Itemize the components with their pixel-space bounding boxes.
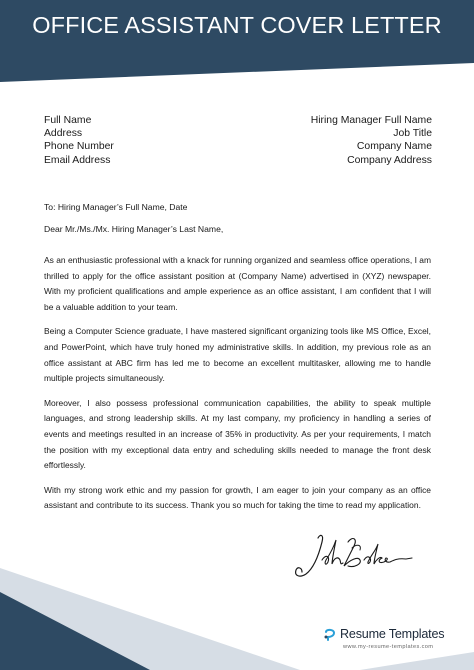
resume-templates-logo: [323, 626, 444, 642]
body-paragraph-4: With my strong work ethic and my passion for growth, I am eager to join your company as an office assistant and contribute to its success. Thank you so much for taking the time to read my application.: [44, 484, 431, 511]
recipient-title: Job Title: [393, 128, 432, 140]
logo-url: www.my-resume-templates.com: [343, 644, 434, 650]
sender-phone: Phone Number: [44, 141, 114, 153]
sender-name: Full Name: [44, 115, 92, 126]
recipient-company-address: Company Address: [347, 154, 432, 166]
sender-address: Address: [44, 128, 83, 140]
sender-block: [44, 114, 114, 167]
logo-text: Resume Templates: [340, 627, 445, 641]
letter-body: [44, 253, 431, 523]
page-title: OFFICE ASSISTANT COVER LETTER: [32, 12, 442, 38]
recipient-block: [311, 114, 432, 167]
salutation: Dear Mr./Ms./Mx. Hiring Manager’s Last Name,: [44, 224, 224, 234]
sender-email: Email Address: [44, 154, 111, 166]
body-paragraph-2: Being a Computer Science graduate, I have mastered significant organizing tools like MS Office, Excel, and PowerPoint, which have truly honed my administrative skills. In addition, my previous role as an office assistant at ABC firm has led me to become an excellent multitasker, allowing me to handle multiple projects simultaneously.: [44, 326, 431, 384]
footer-decoration: [0, 540, 474, 670]
recipient-name: Hiring Manager Full Name: [310, 115, 432, 126]
header-diagonal-edge: [0, 62, 474, 82]
recipient-company: Company Name: [356, 141, 432, 153]
header-band: [0, 0, 474, 62]
body-paragraph-3: Moreover, I also possess professional communication capabilities, the ability to speak multiple languages, and strong leadership skills. At my last company, my proficiency in handling a series of events and meetings resulted in an increase of 35% in productivity. As per your requirements, I match the position with my exceptional data entry and scheduling skills needed to manage the front desk effortlessly.: [44, 397, 431, 471]
resume-templates-logo-icon: [323, 627, 337, 641]
body-paragraph-1: As an enthusiastic professional with a knack for running organized and seamless office operations, I am thrilled to apply for the office assistant position at (Company Name) advertised in (XYZ) newspaper. With my proficient qualifications and ample experience as an office assistant, I am confident that I will be a valuable addition to your team.: [44, 255, 431, 312]
to-line: To: Hiring Manager’s Full Name, Date: [44, 202, 188, 212]
